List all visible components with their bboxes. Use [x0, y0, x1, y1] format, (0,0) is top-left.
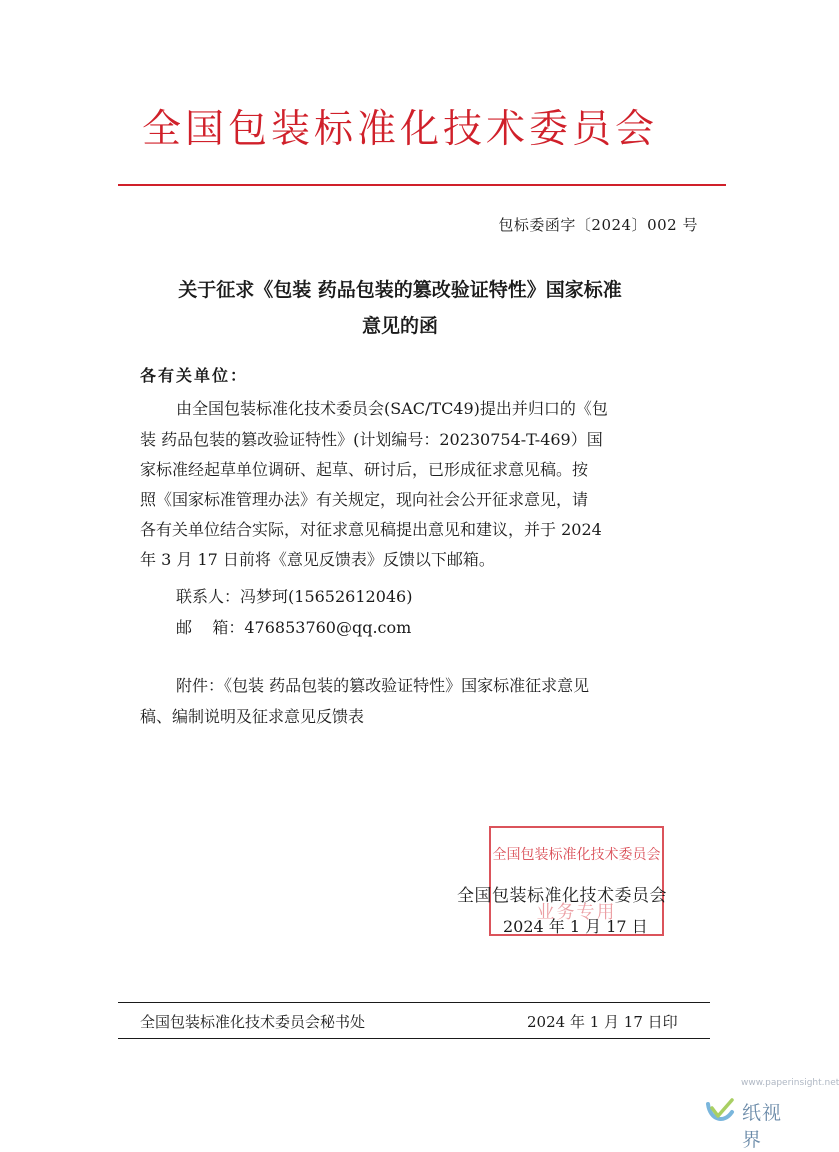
- signature-date: 2024 年 1 月 17 日: [503, 917, 648, 936]
- body-line: 由全国包装标准化技术委员会(SAC/TC49)提出并归口的《包: [176, 399, 608, 418]
- contact-value: 冯梦珂(15652612046): [240, 587, 413, 606]
- contact-row: [176, 584, 412, 607]
- header-divider: [118, 184, 726, 186]
- footer-divider-bottom: [118, 1038, 710, 1039]
- document-title-line-2: 意见的函: [361, 315, 438, 337]
- watermark-text: 纸视界: [742, 1102, 783, 1151]
- footer-divider-top: [118, 1002, 710, 1003]
- body-line: 家标准经起草单位调研、起草、研讨后，已形成征求意见稿。按: [140, 460, 589, 479]
- watermark-logo-icon: [702, 1094, 738, 1128]
- email-value: 476853760@qq.com: [244, 618, 412, 637]
- contact-label: 联系人：: [176, 587, 241, 606]
- footer-print-date: 2024 年 1 月 17 日印: [527, 1013, 678, 1031]
- body-line: 年 3 月 17 日前将《意见反馈表》反馈以下邮箱。: [140, 550, 495, 569]
- signature-org: 全国包装标准化技术委员会: [457, 886, 667, 906]
- watermark-url: www.paperinsight.net: [741, 1078, 839, 1088]
- attachment-line-1: 附件：《包装 药品包装的篡改验证特性》国家标准征求意见: [176, 676, 590, 695]
- email-row: [176, 615, 411, 638]
- document-title-line-1: 关于征求《包装 药品包装的篡改验证特性》国家标准: [178, 279, 622, 301]
- org-header-title: 全国包装标准化技术委员会: [141, 107, 658, 152]
- document-number: 包标委函字〔2024〕002 号: [498, 216, 698, 234]
- body-line: 各有关单位结合实际，对征求意见稿提出意见和建议，并于 2024: [140, 520, 602, 539]
- stamp-bottom-text: 业务专用: [536, 902, 617, 923]
- email-label: 邮 箱：: [176, 618, 245, 637]
- attachment-line-2: 稿、编制说明及征求意见反馈表: [140, 707, 365, 726]
- body-line: 装 药品包装的篡改验证特性》(计划编号：20230754-T-469）国: [140, 430, 603, 449]
- watermark-logo: [702, 1094, 798, 1151]
- footer-issuer: 全国包装标准化技术委员会秘书处: [140, 1013, 366, 1031]
- stamp-top-text: 全国包装标准化技术委员会: [492, 847, 661, 863]
- salutation: 各有关单位：: [140, 366, 249, 385]
- body-line: 照《国家标准管理办法》有关规定，现向社会公开征求意见，请: [140, 490, 589, 509]
